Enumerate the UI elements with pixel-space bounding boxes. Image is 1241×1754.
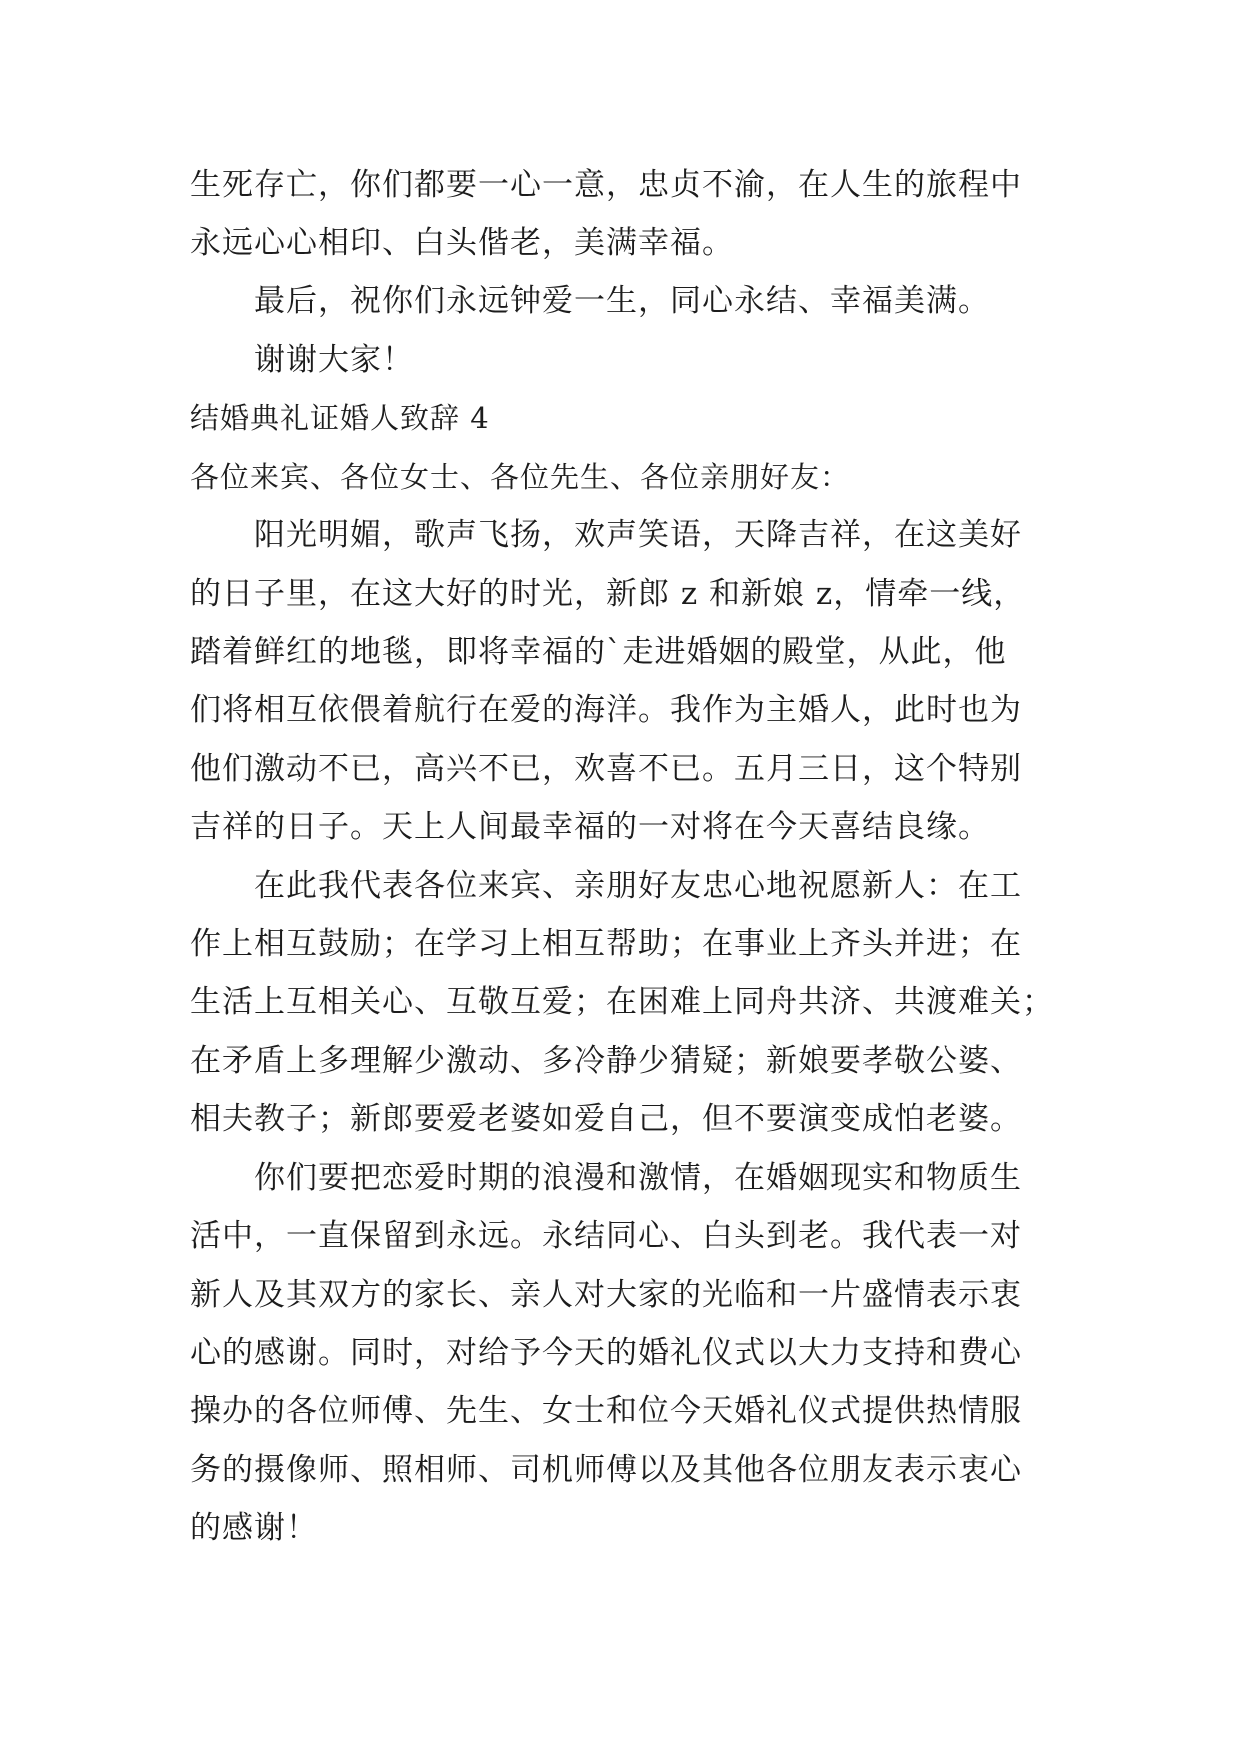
text-line: 作上相互鼓励；在学习上相互帮助；在事业上齐头并进；在 (190, 926, 1022, 962)
text-line: 新人及其双方的家长、亲人对大家的光临和一片盛情表示衷 (190, 1277, 1022, 1313)
text-line: 生死存亡，你们都要一心一意，忠贞不渝，在人生的旅程中 (190, 167, 1022, 203)
text-line: 踏着鲜红的地毯，即将幸福的`走进婚姻的殿堂，从此，他 (190, 634, 1007, 670)
text-line: 最后，祝你们永远钟爱一生，同心永结、幸福美满。 (254, 283, 990, 319)
text-line: 在矛盾上多理解少激动、多冷静少猜疑；新娘要孝敬公婆、 (190, 1043, 1022, 1079)
text-line: 心的感谢。同时，对给予今天的婚礼仪式以大力支持和费心 (190, 1335, 1022, 1371)
text-line: 永远心心相印、白头偕老，美满幸福。 (190, 225, 734, 261)
text-line: 的感谢！ (190, 1510, 318, 1546)
text-line: 务的摄像师、照相师、司机师傅以及其他各位朋友表示衷心 (190, 1452, 1022, 1488)
text-line: 活中，一直保留到永远。永结同心、白头到老。我代表一对 (190, 1218, 1022, 1254)
text-line: 他们激动不已，高兴不已，欢喜不已。五月三日，这个特别 (190, 751, 1022, 787)
text-line: 们将相互依偎着航行在爱的海洋。我作为主婚人，此时也为 (190, 692, 1022, 728)
text-line: 你们要把恋爱时期的浪漫和激情，在婚姻现实和物质生 (254, 1160, 1022, 1196)
text-line: 在此我代表各位来宾、亲朋好友忠心地祝愿新人：在工 (254, 868, 1022, 904)
text-line: 生活上互相关心、互敬互爱；在困难上同舟共济、共渡难关； (190, 984, 1054, 1020)
text-line: 阳光明媚，歌声飞扬，欢声笑语，天降吉祥，在这美好 (254, 517, 1022, 553)
text-line: 的日子里，在这大好的时光，新郎 z 和新娘 z，情牵一线， (190, 576, 1026, 612)
text-line: 相夫教子；新郎要爱老婆如爱自己，但不要演变成怕老婆。 (190, 1101, 1022, 1137)
text-line: 谢谢大家！ (254, 342, 414, 378)
salutation: 各位来宾、各位女士、各位先生、各位亲朋好友： (190, 460, 851, 494)
section-heading: 结婚典礼证婚人致辞 4 (190, 401, 490, 435)
text-line: 操办的各位师傅、先生、女士和位今天婚礼仪式提供热情服 (190, 1393, 1022, 1429)
text-line: 吉祥的日子。天上人间最幸福的一对将在今天喜结良缘。 (190, 809, 990, 845)
